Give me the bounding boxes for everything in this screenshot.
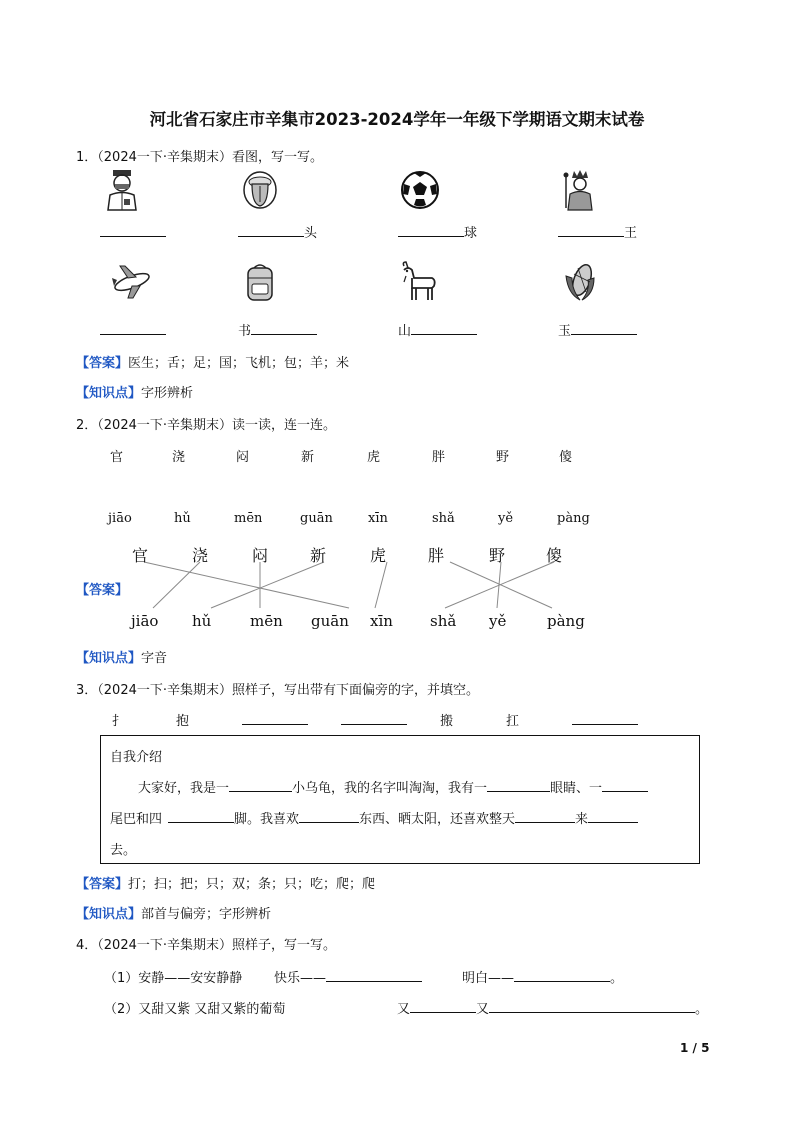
q2-pinyin: jiāo (108, 511, 132, 526)
q2-pinyin: mēn (234, 511, 263, 526)
q2-char: 新 (301, 450, 315, 465)
question-3-stem: 3．（2024一下·辛集期末）照样子，写出带有下面偏旁的字，并填空。 (76, 683, 479, 698)
q2-answer-char: 傻 (546, 546, 563, 565)
match-line (144, 562, 349, 608)
q2-matching-answer (100, 540, 620, 640)
tongue-icon (238, 168, 282, 212)
q3-knowledge-point: 【知识点】部首与偏旁；字形辨析 (76, 907, 272, 922)
q2-pinyin: hǔ (174, 511, 191, 526)
q1-prefix-label: 玉 (558, 324, 572, 339)
q2-char: 虎 (367, 450, 381, 465)
q3-radical: 扌 (112, 714, 126, 729)
q1-suffix-label: 头 (304, 226, 318, 241)
q1-row1-answer-4[interactable] (558, 222, 637, 241)
q3-passage-blank[interactable] (229, 777, 292, 792)
q2-answer-pinyin: hǔ (192, 612, 212, 630)
page-number: 1 / 5 (680, 1041, 710, 1055)
q2-answer-label: 【答案】 (76, 583, 129, 598)
q2-answer-char: 野 (489, 546, 506, 565)
q3-passage-line-3: 去。 (110, 843, 137, 858)
q3-passage-blank[interactable] (299, 808, 359, 823)
question-1-stem: 1．（2024一下·辛集期末）看图，写一写。 (76, 150, 323, 165)
q3-blank-2[interactable] (341, 710, 407, 729)
q2-answer-pinyin: yě (489, 612, 507, 630)
q2-answer-pinyin: shǎ (430, 612, 457, 630)
q4-example-1: （1）安静——安安静静 (104, 971, 243, 986)
corn-icon (558, 260, 602, 304)
q4-example-2: （2）又甜又紫 又甜又紫的葡萄 (104, 1002, 286, 1017)
q3-blank-3[interactable] (572, 710, 638, 729)
q3-passage-blank[interactable] (168, 808, 234, 823)
q2-char: 野 (496, 450, 510, 465)
question-4-stem: 4．（2024一下·辛集期末）照样子，写一写。 (76, 938, 336, 953)
q3-box-title: 自我介绍 (110, 750, 163, 765)
q2-answer-char: 新 (310, 546, 327, 565)
q2-answer-pinyin: xīn (370, 612, 393, 630)
q2-char: 浇 (172, 450, 186, 465)
q3-passage-line-1: 大家好，我是一 小乌龟，我的名字叫淘淘，我有一 眼睛、一 (138, 777, 648, 796)
q1-answer: 【答案】医生；舌；足；国；飞机；包；羊；米 (76, 356, 350, 371)
king-icon (558, 168, 602, 212)
q3-passage-blank[interactable] (487, 777, 550, 792)
q1-row2-answer-4[interactable] (558, 320, 637, 339)
q4-item-2[interactable]: 明白—— 。 (462, 967, 623, 986)
q1-prefix-label: 山 (398, 324, 412, 339)
q2-answer-char: 官 (132, 546, 149, 565)
q4-item-1[interactable]: 快乐—— (274, 967, 422, 986)
q2-answer-char: 虎 (370, 546, 387, 565)
q1-row2-answer-3[interactable] (398, 320, 477, 339)
match-line (375, 562, 387, 608)
q2-pinyin: xīn (368, 511, 388, 526)
q2-char: 傻 (559, 450, 573, 465)
q3-passage-box (100, 735, 700, 864)
q2-answer-char: 闷 (252, 546, 269, 565)
q1-prefix-label: 书 (238, 324, 252, 339)
match-line (211, 562, 324, 608)
matching-lines (144, 562, 554, 608)
q2-char: 官 (110, 450, 124, 465)
q3-passage-line-2: 尾巴和四 脚。我喜欢 东西、晒太阳，还喜欢整天 来 (110, 808, 638, 827)
soccer-ball-icon (398, 168, 442, 212)
doctor-icon (100, 168, 144, 212)
q1-suffix-label: 王 (624, 226, 638, 241)
q2-char: 胖 (432, 450, 446, 465)
q2-knowledge-point: 【知识点】字音 (76, 651, 168, 666)
airplane-icon (110, 260, 154, 304)
q2-pinyin: shǎ (432, 511, 455, 526)
backpack-icon (238, 260, 282, 304)
q2-char: 闷 (236, 450, 250, 465)
page-title: 河北省石家庄市辛集市2023-2024学年一年级下学期语文期末试卷 (149, 110, 645, 129)
q3-char-ban: 搬 (440, 714, 454, 729)
q1-row2-answer-2[interactable] (238, 320, 317, 339)
q4-item-3[interactable]: 又 又 。 (397, 998, 708, 1017)
q1-row1-answer-3[interactable] (398, 222, 477, 241)
q2-answer-char: 浇 (192, 546, 209, 565)
q1-row1-answer-2[interactable] (238, 222, 317, 241)
question-2-stem: 2．（2024一下·辛集期末）读一读，连一连。 (76, 418, 336, 433)
q3-answer: 【答案】打；扫；把；只；双；条；只；吃；爬；爬 (76, 877, 376, 892)
q3-passage-blank[interactable] (515, 808, 575, 823)
q1-suffix-label: 球 (464, 226, 478, 241)
q3-blank-1[interactable] (242, 710, 308, 729)
q3-passage-blank[interactable] (602, 777, 648, 792)
q3-char-kang: 扛 (506, 714, 520, 729)
q2-answer-pinyin: mēn (250, 612, 283, 630)
q1-row2-answer-1[interactable] (100, 320, 166, 339)
q2-pinyin: guān (300, 511, 333, 526)
goat-icon (398, 260, 442, 304)
q2-answer-pinyin: jiāo (131, 612, 159, 630)
q2-answer-pinyin: guān (311, 612, 349, 630)
q1-knowledge-point: 【知识点】字形辨析 (76, 386, 194, 401)
q2-pinyin: pàng (557, 511, 590, 526)
q3-example-char: 抱 (176, 714, 190, 729)
q2-answer-pinyin: pàng (547, 612, 585, 630)
q2-answer-char: 胖 (428, 546, 445, 565)
q3-passage-blank[interactable] (588, 808, 638, 823)
q2-pinyin: yě (498, 511, 514, 526)
q1-row1-answer-1[interactable] (100, 222, 166, 241)
